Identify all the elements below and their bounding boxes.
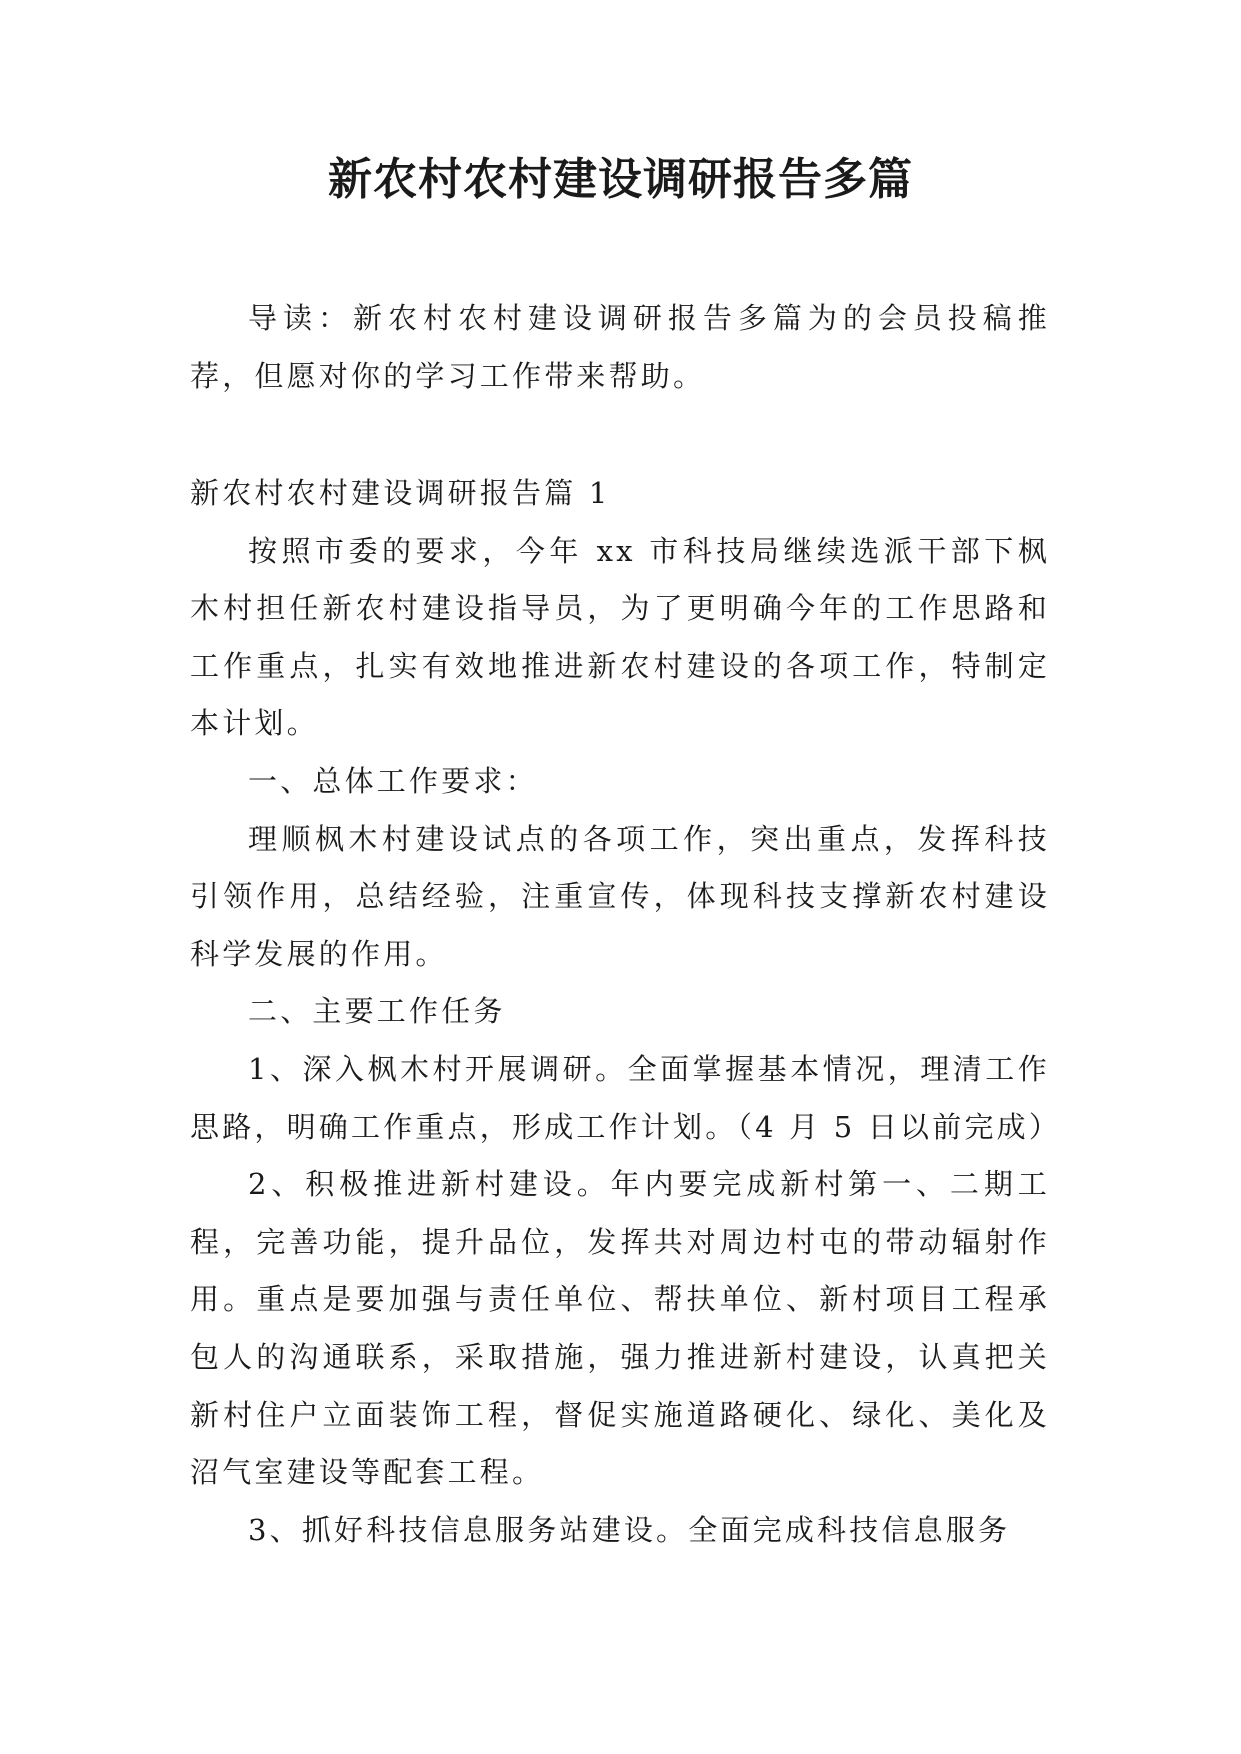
section-heading: 新农村农村建设调研报告篇 1 — [190, 476, 611, 510]
intro-paragraph: 导读：新农村农村建设调研报告多篇为的会员投稿推荐，但愿对你的学习工作带来帮助。 — [190, 301, 1050, 393]
paragraph-task-2: 2、积极推进新村建设。年内要完成新村第一、二期工程，完善功能，提升品位，发挥共对周边村屯的带动辐射作用。重点是要加强与责任单位、帮扶单位、新村项目工程承包人的沟通联系，采取措施，强力推进新村建设，认真把关新村住户立面装饰工程，督促实施道路硬化、绿化、美化及沼气室建设等配套工程。 — [190, 1167, 1050, 1490]
paragraph-general-requirements: 理顺枫木村建设试点的各项工作，突出重点，发挥科技引领作用，总结经验，注重宣传，体现科技支撑新农村建设科学发展的作用。 — [190, 821, 1050, 971]
heading-general-requirements: 一、总体工作要求： — [248, 763, 538, 798]
paragraph-task-1: 1、深入枫木村开展调研。全面掌握基本情况，理清工作思路，明确工作重点，形成工作计划。（4 月 5 日以前完成） — [190, 1051, 1062, 1144]
heading-main-tasks: 二、主要工作任务 — [248, 994, 506, 1029]
paragraph-plan-intro: 按照市委的要求，今年 xx 市科技局继续选派干部下枫木村担任新农村建设指导员，为了更明确今年的工作思路和工作重点，扎实有效地推进新农村建设的各项工作，特制定本计划。 — [190, 533, 1050, 741]
main-body — [190, 465, 1062, 1559]
document-title: 新农村农村建设调研报告多篇 — [328, 154, 913, 205]
intro-block — [190, 290, 1050, 405]
paragraph-task-3: 3、抓好科技信息服务站建设。全面完成科技信息服务 — [248, 1512, 1011, 1547]
